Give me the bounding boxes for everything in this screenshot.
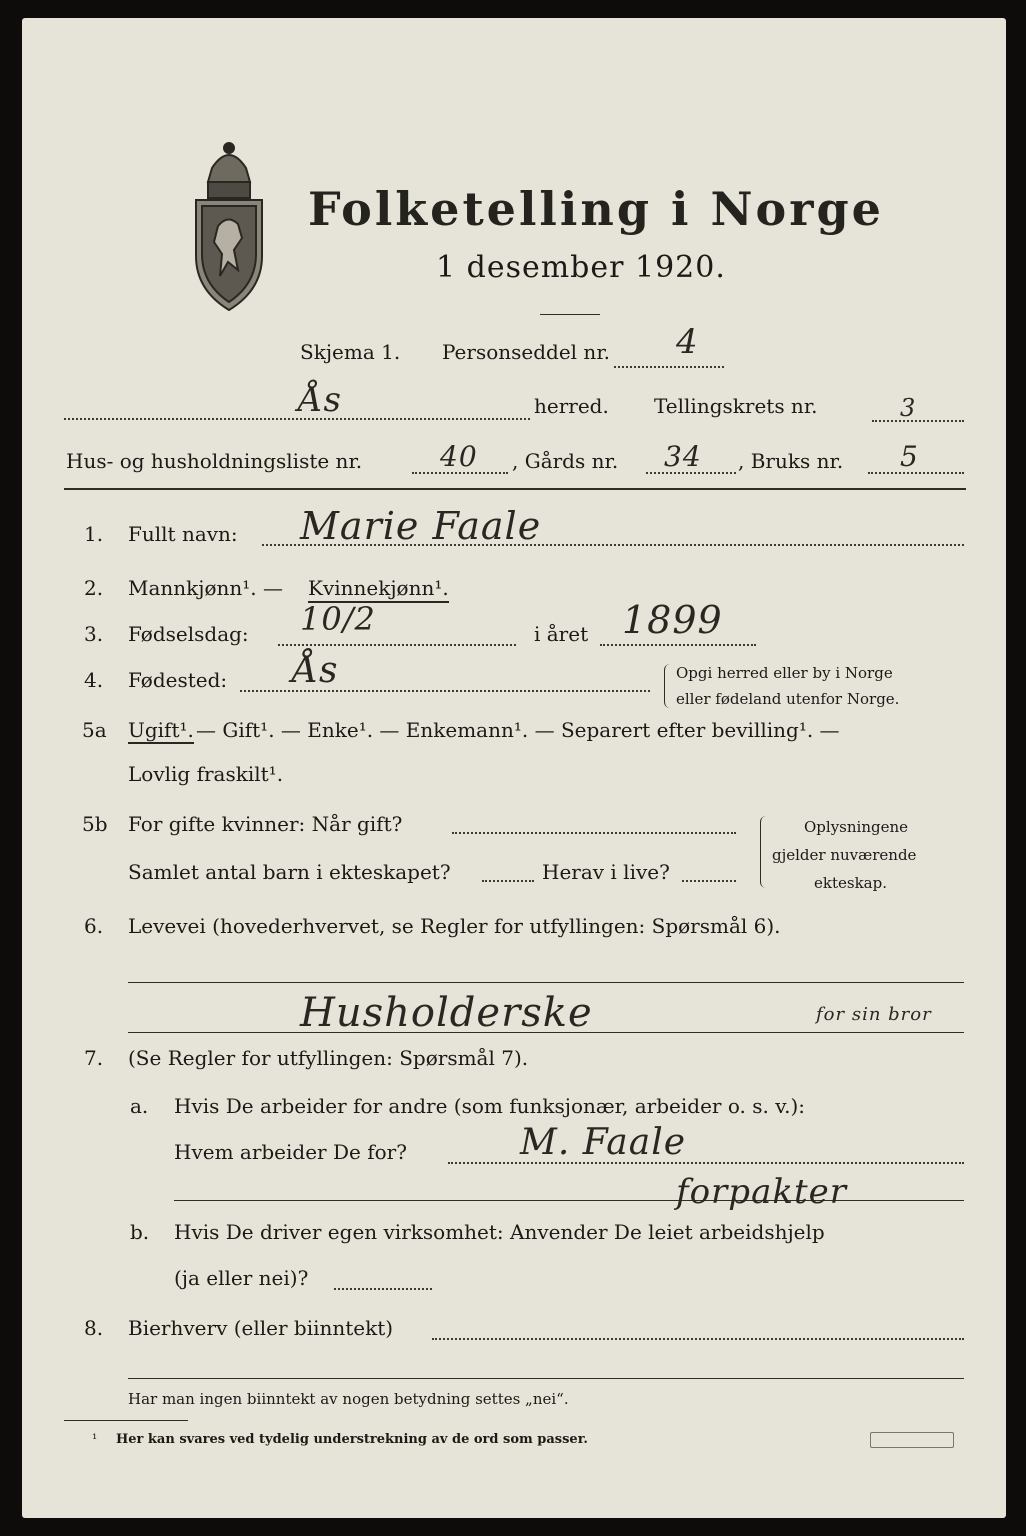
q3-year-value[interactable]: 1899 xyxy=(622,598,723,642)
q3-number: 3. xyxy=(84,622,104,646)
q5b-note-line-1: Oplysningene xyxy=(804,818,909,836)
herred-field-line xyxy=(64,418,530,420)
personseddel-label: Personseddel nr. xyxy=(442,340,611,364)
q5b-note-brace xyxy=(760,816,769,888)
q2-number: 2. xyxy=(84,576,104,600)
q5b-note-line-2: gjelder nuværende xyxy=(772,846,917,864)
q4-note-line-2: eller fødeland utenfor Norge. xyxy=(676,690,900,708)
footer-note: Har man ingen biinntekt av nogen betydning settes „nei“. xyxy=(128,1390,569,1408)
gards-label: , Gårds nr. xyxy=(512,449,619,473)
q7a-employer-role-value[interactable]: forpakter xyxy=(676,1172,847,1212)
q2-label-kvinne[interactable]: Kvinnekjønn¹. xyxy=(308,576,449,603)
q6-occupation-value[interactable]: Husholderske xyxy=(300,990,593,1036)
personseddel-value[interactable]: 4 xyxy=(676,322,699,362)
q5a-label-fraskilt: Lovlig fraskilt¹. xyxy=(128,762,284,786)
q6-occupation-note[interactable]: for sin bror xyxy=(816,1004,932,1025)
q7a-employer-value[interactable]: M. Faale xyxy=(520,1122,687,1163)
q7b-label-2: (ja eller nei)? xyxy=(174,1266,309,1290)
coat-of-arms-icon xyxy=(188,138,270,313)
q5b-note-line-3: ekteskap. xyxy=(814,874,887,892)
q5b-label-barn: Samlet antal barn i ekteskapet? xyxy=(128,860,451,884)
personseddel-field-line xyxy=(614,366,724,368)
q6-number: 6. xyxy=(84,914,104,938)
herred-label: herred. xyxy=(534,394,609,418)
q4-note-brace xyxy=(664,664,673,708)
gards-value[interactable]: 34 xyxy=(664,440,702,473)
q5b-barn-field-line xyxy=(482,880,534,882)
q5a-number: 5a xyxy=(82,718,107,742)
q7b-label-1: Hvis De driver egen virksomhet: Anvender De leiet arbeidshjelp xyxy=(174,1220,825,1244)
q7b-letter: b. xyxy=(130,1220,150,1244)
bruks-label: , Bruks nr. xyxy=(738,449,844,473)
skjema-label: Skjema 1. xyxy=(300,340,401,364)
q1-full-name-value[interactable]: Marie Faale xyxy=(300,504,542,548)
bruks-value[interactable]: 5 xyxy=(900,440,919,473)
q5b-label-i-live: Herav i live? xyxy=(542,860,670,884)
q7a-label-2: Hvem arbeider De for? xyxy=(174,1140,407,1164)
form-date: 1 desember 1920. xyxy=(436,250,726,285)
q8-number: 8. xyxy=(84,1316,104,1340)
q6-label: Levevei (hovederhvervet, se Regler for utfyllingen: Spørsmål 6). xyxy=(128,914,781,938)
q7-number: 7. xyxy=(84,1046,104,1070)
q5a-label-options: — Gift¹. — Enke¹. — Enkemann¹. — Separert efter bevilling¹. — xyxy=(196,718,840,742)
tellingskrets-value[interactable]: 3 xyxy=(900,394,917,422)
q4-label: Fødested: xyxy=(128,668,228,692)
q5b-number: 5b xyxy=(82,812,108,836)
q1-label: Fullt navn: xyxy=(128,522,238,546)
form-title: Folketelling i Norge xyxy=(308,182,884,236)
tellingskrets-label: Tellingskrets nr. xyxy=(654,394,818,418)
q3-field-line xyxy=(278,644,516,646)
q5b-i-live-field-line xyxy=(682,880,736,882)
q4-birthplace-value[interactable]: Ås xyxy=(292,650,339,691)
q5b-label-naar-gift: For gifte kvinner: Når gift? xyxy=(128,812,403,836)
footnote-mark: ¹ xyxy=(92,1432,98,1447)
q8-field-line-2 xyxy=(128,1378,964,1379)
q1-number: 1. xyxy=(84,522,104,546)
q7a-label-1: Hvis De arbeider for andre (som funksjonær, arbeider o. s. v.): xyxy=(174,1094,806,1118)
q7a-letter: a. xyxy=(130,1094,149,1118)
q3-label: Fødselsdag: xyxy=(128,622,249,646)
q2-label-mann: Mannkjønn¹. — xyxy=(128,576,284,600)
title-divider xyxy=(540,314,600,315)
q5a-label-ugift[interactable]: Ugift¹. xyxy=(128,718,194,742)
footnote-divider xyxy=(64,1420,188,1421)
printer-stamp xyxy=(870,1432,954,1448)
tellingskrets-field-line xyxy=(872,420,964,422)
husholdningsliste-value[interactable]: 40 xyxy=(440,440,478,473)
footnote-text: Her kan svares ved tydelig understrekning av de ord som passer. xyxy=(116,1432,588,1447)
herred-value[interactable]: Ås xyxy=(298,380,343,420)
q4-number: 4. xyxy=(84,668,104,692)
q6-field-line-1 xyxy=(128,982,964,983)
q8-field-line xyxy=(432,1338,964,1340)
q4-note-line-1: Opgi herred eller by i Norge xyxy=(676,664,893,682)
q3-birthday-value[interactable]: 10/2 xyxy=(300,600,376,638)
header-divider xyxy=(64,488,966,490)
q7-label: (Se Regler for utfyllingen: Spørsmål 7). xyxy=(128,1046,529,1070)
q5b-naar-gift-field-line xyxy=(452,832,736,834)
q3-year-label: i året xyxy=(534,622,589,646)
q3-year-field-line xyxy=(600,644,756,646)
husholdningsliste-label: Hus- og husholdningsliste nr. xyxy=(66,449,363,473)
q7b-field-line xyxy=(334,1288,432,1290)
q8-label: Bierhverv (eller biinntekt) xyxy=(128,1316,394,1340)
